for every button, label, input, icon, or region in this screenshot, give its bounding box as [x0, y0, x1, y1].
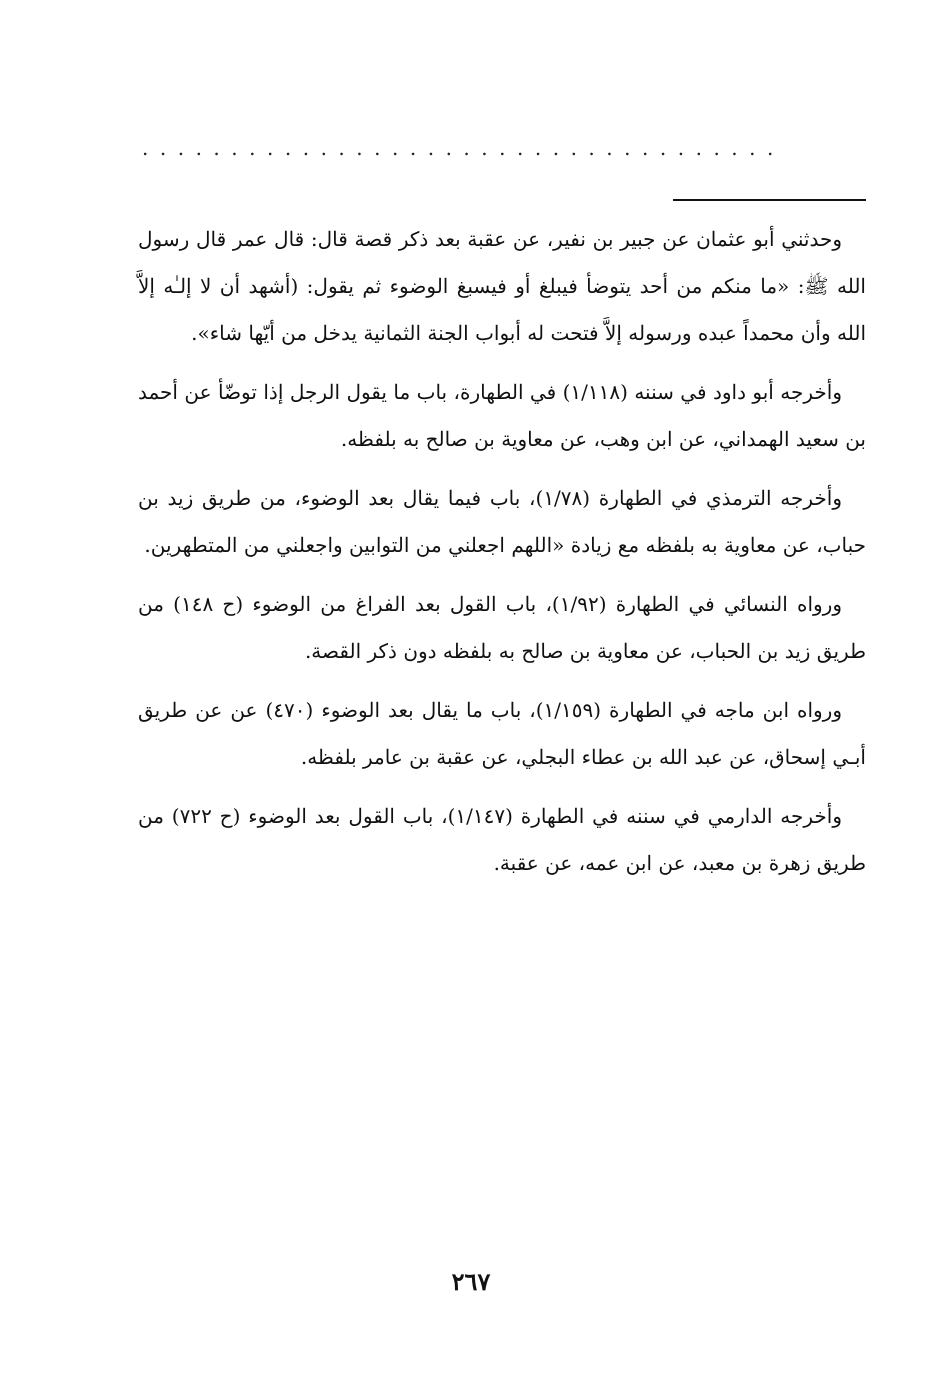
footnote-rule — [673, 199, 866, 201]
page-number: ٢٦٧ — [451, 1267, 491, 1296]
paragraph-ibn-majah: ورواه ابن ماجه في الطهارة (١/١٥٩)، باب ما يقال بعد الوضوء (٤٧٠) عن عن طريق أبـي إسحاق، عن عبد الله بن عطاء البجلي، عن عقبة بن عامر بلفظه. — [138, 698, 866, 769]
footnote-text-block — [138, 216, 866, 899]
paragraph-abu-dawud: وأخرجه أبو داود في سننه (١/١١٨) في الطهارة، باب ما يقول الرجل إذا توضّأ عن أحمد بن سعيد الهمداني، عن ابن وهب، عن معاوية بن صالح به بلفظه. — [138, 380, 866, 451]
dot-leader-separator: .................................... — [142, 136, 785, 160]
paragraph-nasai: ورواه النسائي في الطهارة (١/٩٢)، باب القول بعد الفراغ من الوضوء (ح ١٤٨) من طريق زيد بن الحباب، عن معاوية بن صالح به بلفظه دون ذكر القصة. — [138, 592, 866, 663]
paragraph-darimi: وأخرجه الدارمي في سننه في الطهارة (١/١٤٧)، باب القول بعد الوضوء (ح ٧٢٢) من طريق زهرة بن معبد، عن ابن عمه، عن عقبة. — [138, 804, 866, 875]
paragraph-tirmidhi: وأخرجه الترمذي في الطهارة (١/٧٨)، باب فيما يقال بعد الوضوء، من طريق زيد بن حباب، عن معاوية به بلفظه مع زيادة «اللهم اجعلني من التوابين واجعلني من المتطهرين. — [138, 486, 866, 557]
paragraph-hadith-text: وحدثني أبو عثمان عن جبير بن نفير، عن عقبة بعد ذكر قصة قال: قال عمر قال رسول الله ﷺ: «ما منكم من أحد يتوضأ فيبلغ أو فيسبغ الوضوء ثم يقول: (أشهد أن لا إلـٰه إلاَّ الله وأن محمداً عبده ورسوله إلاَّ فتحت له أبواب الجنة الثمانية يدخل من أيّها شاء». — [138, 227, 866, 345]
